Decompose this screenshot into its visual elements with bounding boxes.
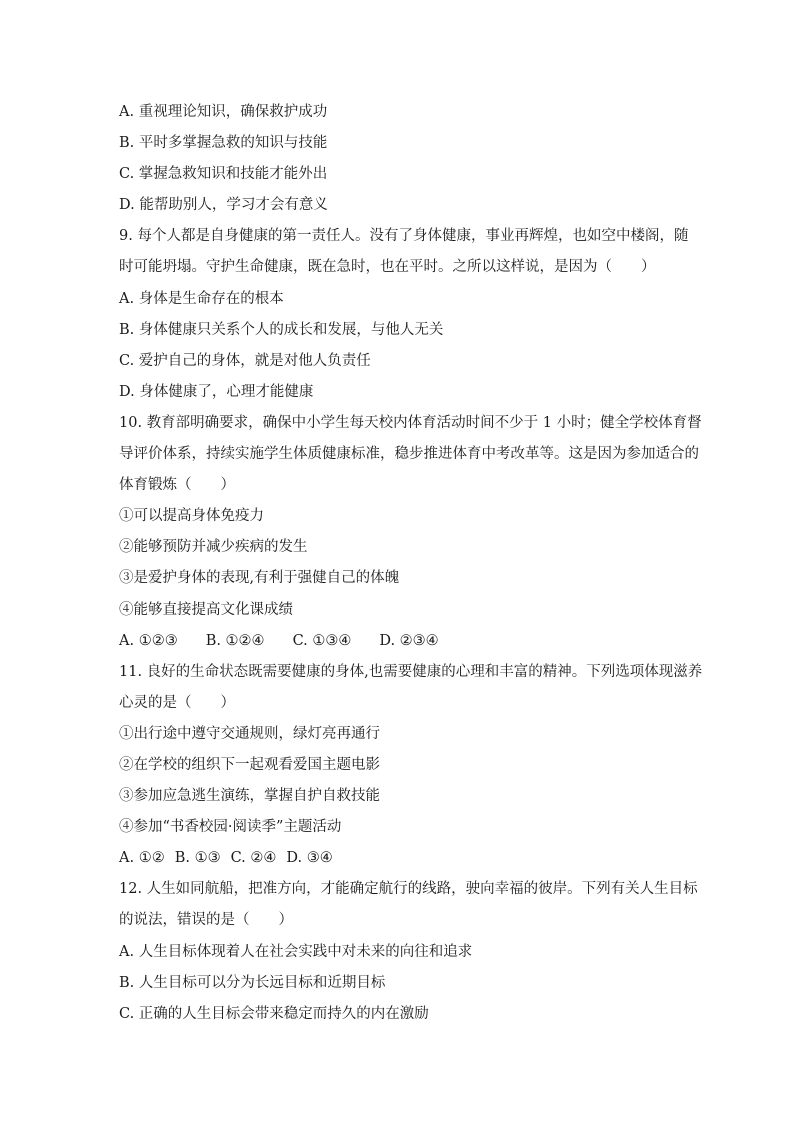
q9-stem-line1: 9. 每个人都是自身健康的第一责任人。没有了身体健康，事业再辉煌，也如空中楼阁，随 (119, 228, 689, 245)
q12-stem-line2: 的说法，错误的是（ ） (119, 912, 293, 929)
q11-item-4: ④参加“书香校园·阅读季”主题活动 (119, 819, 342, 836)
q9-option-a: A. 身体是生命存在的根本 (119, 290, 284, 307)
q9-option-c: C. 爱护自己的身体，就是对他人负责任 (119, 352, 371, 369)
q11-choices (119, 846, 699, 877)
q10-stem-line2: 导评价体系，持续实施学生体质健康标准，稳步推进体育中考改革等。这是因为参加适合的 (119, 446, 699, 463)
q11-choice-b: B. ①③ (174, 850, 221, 867)
q9-stem-line2: 时可能坍塌。守护生命健康，既在急时，也在平时。之所以这样说，是因为（ ） (119, 259, 656, 276)
q11-stem-line2: 心灵的是（ ） (119, 694, 235, 711)
q12-option-b: B. 人生目标可以分为长远目标和近期目标 (119, 974, 386, 991)
q10-item-1: ①可以提高身体免疫力 (119, 508, 264, 525)
q12-option-c: C. 正确的人生目标会带来稳定而持久的内在激励 (119, 1005, 429, 1022)
q8-option-c: C. 掌握急救知识和技能才能外出 (119, 166, 328, 183)
q10-item-3: ③是爱护身体的表现,有利于强健自己的体魄 (119, 570, 400, 587)
q8-option-d: D. 能帮助别人，学习才会有意义 (119, 197, 328, 214)
q10-item-4: ④能够直接提高文化课成绩 (119, 601, 293, 618)
q11-choice-a: A. ①② (119, 850, 165, 867)
q12-option-a: A. 人生目标体现着人在社会实践中对未来的向往和追求 (119, 943, 473, 960)
q10-item-2: ②能够预防并减少疾病的发生 (119, 539, 308, 556)
document-page (119, 100, 703, 1033)
q10-choice-b: B. ①②④ (205, 632, 265, 649)
q8-option-b: B. 平时多掌握急救的知识与技能 (119, 135, 328, 152)
q10-choice-a: A. ①②③ (119, 632, 178, 649)
q10-choice-c: C. ①③④ (292, 632, 352, 649)
q10-stem-line3: 体育锻炼（ ） (119, 477, 235, 494)
q11-choice-d: D. ③④ (286, 850, 333, 867)
q11-item-2: ②在学校的组织下一起观看爱国主题电影 (119, 756, 380, 773)
q11-item-3: ③参加应急逃生演练，掌握自护自救技能 (119, 788, 380, 805)
q11-stem-line1: 11. 良好的生命状态既需要健康的身体,也需要健康的心理和丰富的精神。下列选项体现滋养 (119, 663, 703, 680)
q11-choice-c: C. ②④ (230, 850, 277, 867)
q10-stem-line1: 10. 教育部明确要求，确保中小学生每天校内体育活动时间不少于 1 小时；健全学校体育督 (119, 414, 702, 431)
q11-item-1: ①出行途中遵守交通规则，绿灯亮再通行 (119, 725, 380, 742)
q12-stem-line1: 12. 人生如同航船，把准方向，才能确定航行的线路，驶向幸福的彼岸。下列有关人生目标 (119, 881, 698, 898)
q10-choices (119, 629, 699, 660)
q9-option-d: D. 身体健康了，心理才能健康 (119, 383, 314, 400)
q8-option-a: A. 重视理论知识，确保救护成功 (119, 104, 328, 120)
q9-option-b: B. 身体健康只关系个人的成长和发展，与他人无关 (119, 321, 444, 338)
q10-choice-d: D. ②③④ (379, 632, 439, 649)
